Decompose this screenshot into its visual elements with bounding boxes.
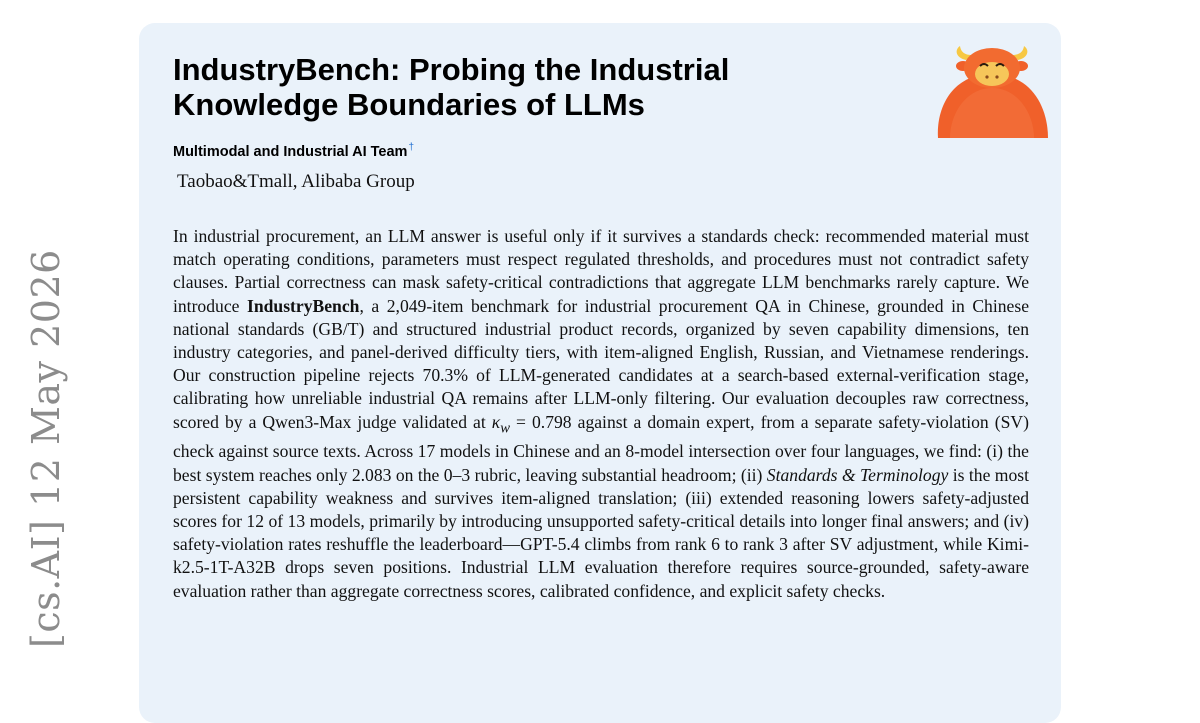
- abstract-text: [173, 225, 1029, 603]
- author-team: [173, 138, 414, 162]
- dimension-name: Standards & Terminology: [766, 464, 949, 485]
- kappa-symbol: κ: [491, 411, 501, 432]
- arxiv-side-stamp: [cs.AI] 12 May 2026: [24, 249, 68, 648]
- abstract-part-1: In industrial procurement, an LLM answer is useful only if it survives a standards check: recommended material must match operating conditions, parameters must respect regulated thresholds, and procedures must not contradict safety clauses. Partial correctness can mask safety-critical contradictions that aggregate LLM benchmarks rarely capture. We introduce: [173, 226, 1029, 316]
- abstract-part-3: = 0.798 against a domain expert, from a separate safety-violation (SV) check against source texts. Across 17 models in Chinese and an 8-model intersection over four languages, we find: (i) the best system reaches only 2.083 on the 0–3 rubric, leaving substantial headroom; (ii): [173, 411, 1029, 485]
- benchmark-name: IndustryBench: [247, 295, 360, 316]
- bull-mascot-icon: [930, 38, 1054, 138]
- affiliation: Taobao&Tmall, Alibaba Group: [177, 171, 415, 192]
- abstract-part-4: is the most persistent capability weakness and survives item-aligned translation; (iii) extended reasoning lowers safety-adjusted scores for 12 of 13 models, primarily by introducing unsupported safety-critical details into longer final answers; and (iv) safety-violation rates reshuffle the leaderboard—GPT-5.4 climbs from rank 6 to rank 3 after SV adjustment, while Kimi-k2.5-1T-A32B drops seven positions. Industrial LLM evaluation therefore requires source-grounded, safety-aware evaluation rather than aggregate correctness scores, calibrated confidence, and explicit safety checks.: [173, 464, 1030, 601]
- abstract-part-2: , a 2,049-item benchmark for industrial procurement QA in Chinese, grounded in Chinese national standards (GB/T) and structured industrial product records, organized by seven capability dimensions, ten industry categories, and panel-derived difficulty tiers, with item-aligned English, Russian, and Vietnamese renderings. Our construction pipeline rejects 70.3% of LLM-generated candidates at a search-based external-verification stage, calibrating how unreliable industrial QA remains after LLM-only filtering. Our evaluation decouples raw correctness, scored by a Qwen3-Max judge validated at: [173, 295, 1029, 432]
- kappa-subscript: w: [500, 420, 511, 437]
- paper-title: IndustryBench: Probing the Industrial Knowledge Boundaries of LLMs: [173, 52, 730, 122]
- team-name: Multimodal and Industrial AI Team: [173, 144, 408, 160]
- team-footnote-mark: †: [408, 142, 414, 153]
